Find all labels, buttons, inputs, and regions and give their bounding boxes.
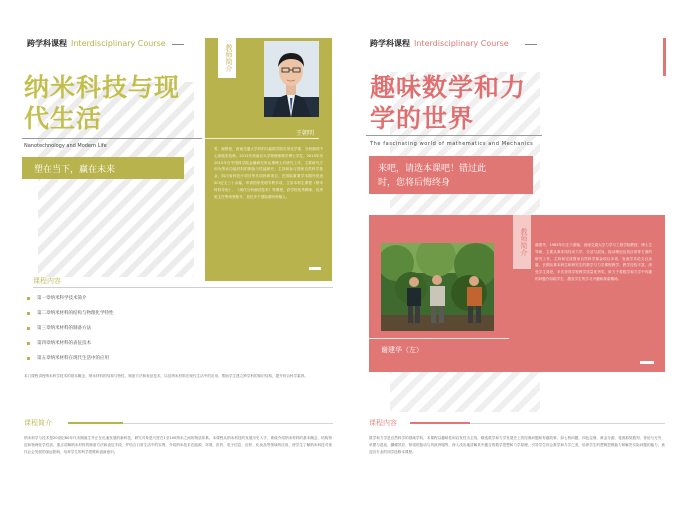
right-slogan-text: 来吧，请选本课吧！错过此时，您将后悔终身 xyxy=(378,164,487,188)
right-teacher-name: 谢建华（左） xyxy=(381,346,423,354)
right-header-rule xyxy=(525,44,537,45)
left-intro-accent xyxy=(68,422,123,424)
list-item: 第四章纳米材料的表征技术 xyxy=(27,341,207,356)
group-photo-image xyxy=(381,243,494,331)
right-title-rule xyxy=(366,135,542,136)
list-item: 第三章纳米材料的制备方法 xyxy=(27,326,207,341)
left-intro-heading: 课程简介 xyxy=(24,419,52,427)
left-intro-rule xyxy=(123,423,333,424)
right-content-rule xyxy=(470,423,665,424)
right-content-heading: 课程内容 xyxy=(369,419,397,427)
right-slogan-box xyxy=(369,156,533,194)
right-side-bar xyxy=(663,38,666,76)
list-item: 第一章纳米科学技术简介 xyxy=(27,296,207,311)
left-title-rule xyxy=(22,138,202,139)
right-series-label: 跨学科课程 xyxy=(370,39,410,48)
right-series-en: Interdisciplinary Course xyxy=(414,39,509,48)
left-toc-note: 本门课程讲授纳米科学技术的基本概念、纳米材料的结构与特性、制备方法和表征技术，以及纳米材料在现代生活中的应用，帮助学生建立跨学科的知识结构，提升综合科学素养。 xyxy=(24,374,308,378)
right-teacher-photo xyxy=(381,243,494,331)
left-header-rule xyxy=(172,44,184,45)
portrait-image xyxy=(264,41,319,117)
right-content-text: 数学和力学是自然科学的基础学科，本课程以趣味性和启发性为主线，精选数学和力学发展史上的经典问题和有趣故事，如七桥问题、四色定理、黄金分割、斐波那契数列、悖论与无穷、单摆与混沌、蝴蝶效应、桥梁的振动与风致坍塌等，深入浅出地讲解其中蕴含的数学思想和力学原理，引导学生体会数学和力学之美，培养学生的逻辑思维能力和解决实际问题的能力，欢迎各专业的同学选修本课程。 xyxy=(369,436,665,454)
right-photo-rule xyxy=(369,338,509,339)
right-bio-text: 谢建华，1962年出生于湖南，西南交通大学力学与工程学院教授、博士生导师，主要从事非线性动力学、分岔与混沌、振动理论及其应用等方面的研究工作，主持和完成国家自然科学基金项目多项，发表学术论文百余篇，长期从事本科生和研究生的数学与力学课程教学，教学经验丰富，深受学生喜爱，多次获得学校教学质量优秀奖，致力于将数学和力学中有趣的问题介绍给学生，激发学生的学习兴趣和探索精神。 xyxy=(535,243,652,281)
right-course-title: 趣味数学和力学的世界 xyxy=(370,73,527,133)
left-toc-list xyxy=(27,296,207,371)
left-toc-heading: 课程内容 xyxy=(33,277,61,285)
right-series-header xyxy=(370,38,509,49)
left-series-header xyxy=(27,38,166,49)
left-series-en: Interdisciplinary Course xyxy=(71,39,166,48)
left-intro-text: 纳米科学与技术是20世纪80年代末期诞生并正在迅速发展的新科技，研究对象是尺度在1至100纳米之间的物质体系。本课程从纳米科技的发展历史入手，系统介绍纳米材料的基本概念、结构特征和物理化学性质，重点讲解纳米材料的制备方法和表征手段，并结合日常生活中的实例，介绍纳米技术在能源、环境、医药、电子信息、纺织、化妆品等领域的应用，使学生了解纳米科技对现代社会发展的深远影响，培养学生的科学思维和创新意识。 xyxy=(24,436,332,454)
right-title-en: The fascinating world of mathematics and Mechanics xyxy=(370,141,534,147)
left-teacher-name: 王朝明 xyxy=(296,130,315,137)
right-bio-tag: 教师简介 xyxy=(513,215,531,269)
right-bio-card xyxy=(369,215,665,372)
left-slogan-text: 塑在当下，赢在未来 xyxy=(34,165,116,175)
list-item: 第五章纳米材料在现代生活中的应用 xyxy=(27,356,207,371)
right-content-accent xyxy=(410,422,470,424)
left-teacher-photo xyxy=(264,41,319,117)
left-title-en: Nanotechnology and Modern Life xyxy=(24,143,107,149)
left-series-label: 跨学科课程 xyxy=(27,39,67,48)
list-item: 第二章纳米材料的结构与物理化学特性 xyxy=(27,311,207,326)
left-toc-rule xyxy=(33,287,333,288)
left-bio-tag: 教师简介 xyxy=(218,38,236,78)
right-bio-accent xyxy=(640,361,654,364)
left-bio-rule xyxy=(205,138,319,139)
left-bio-card xyxy=(205,38,332,281)
left-bio-text: 男，副教授，西南交通大学材料与能源学院应用化学系，分析测试中心高级实验师，2012年获南京大学物理系理学博士学位，2013年至2015年在中国科学院金属研究所从事博士后研究工作，主要研究方向为纳米功能材料的制备与性能研究；主持和参与国家自然科学基金、四川省科技厅项目等多项科研项目，在国际重要学术期刊发表SCI论文三十余篇，申请国家发明专利多项，主讲本科生课程《纳米材料导论》、《现代分析测试技术》等课程，获学校优秀教师、优秀班主任等荣誉称号，担任多个国际期刊审稿人。 xyxy=(214,147,323,199)
left-course-title: 纳米科技与现代生活 xyxy=(24,73,181,133)
left-slogan-bar xyxy=(22,157,184,179)
left-bio-accent xyxy=(309,267,321,270)
